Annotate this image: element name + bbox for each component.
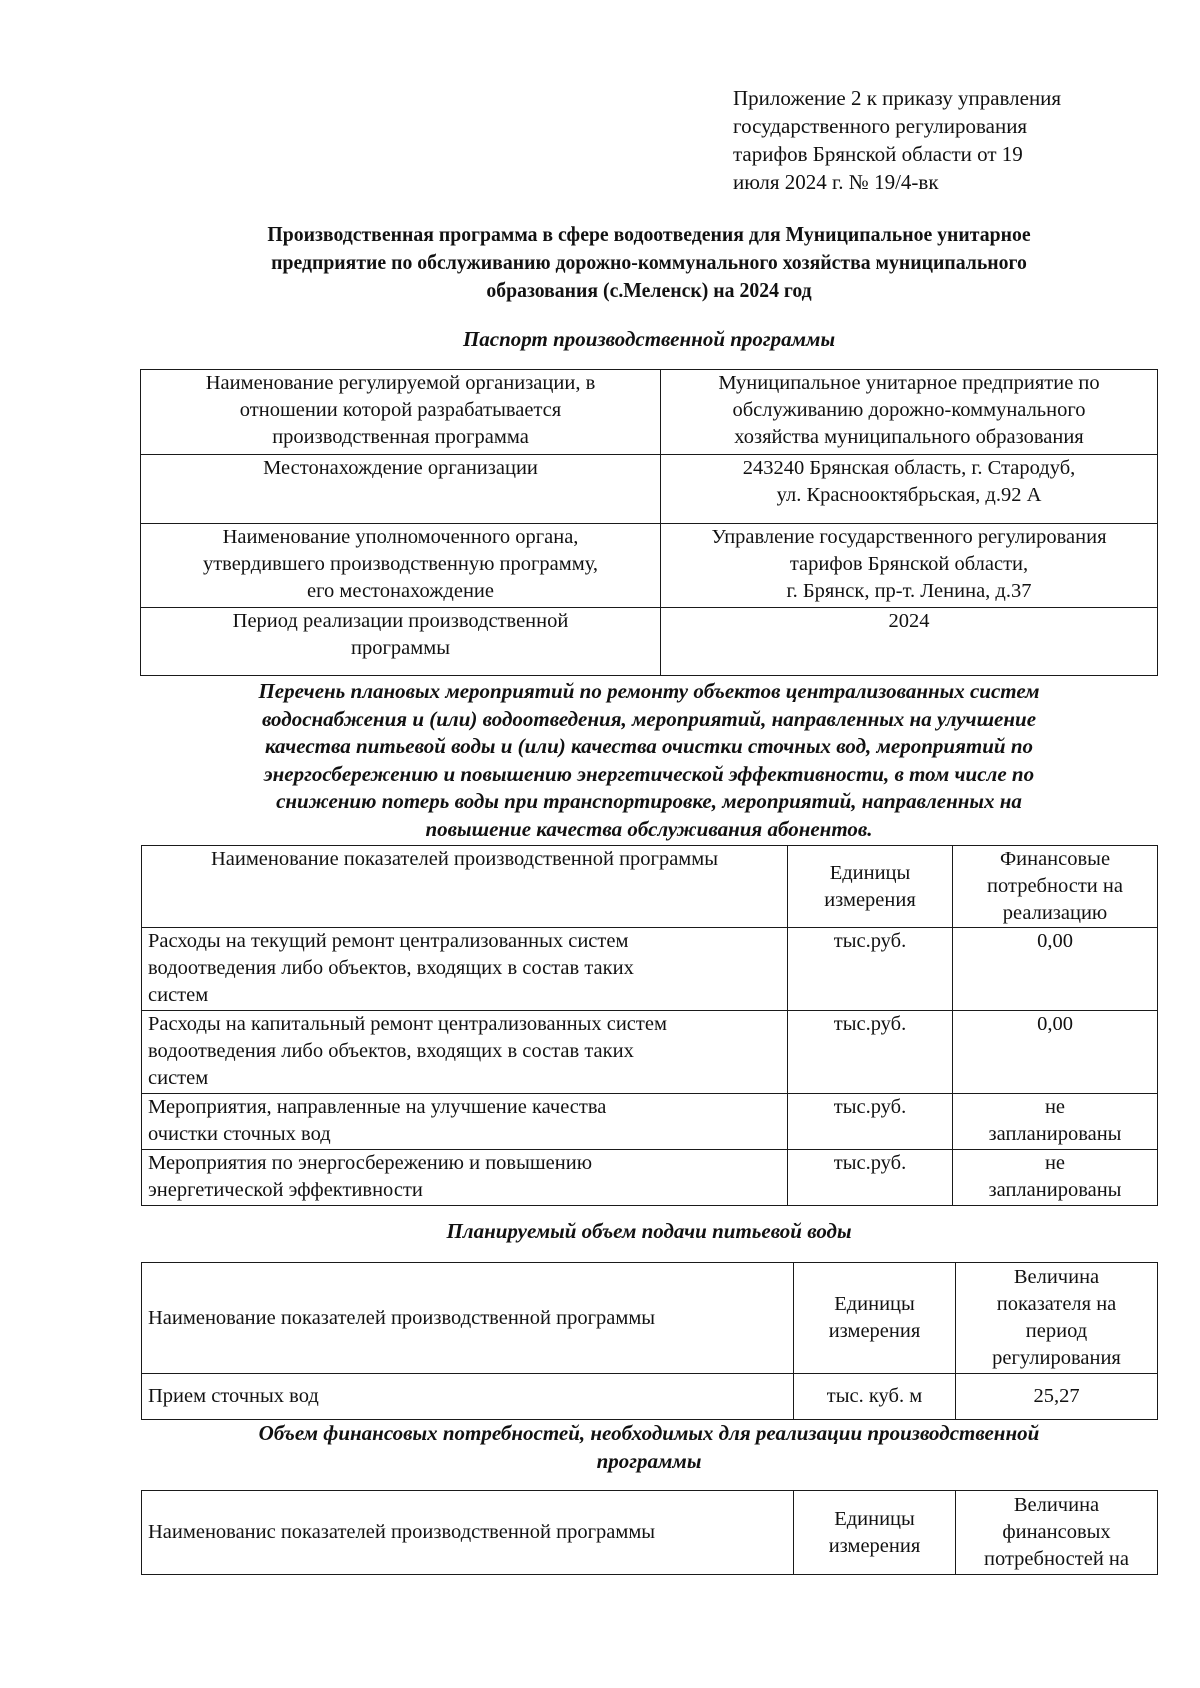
column-header-name: Наименованис показателей производственной программы <box>142 1491 794 1575</box>
column-header-unit: Единицы измерения <box>794 1491 956 1575</box>
passport-label-cell: Местонахождение организации <box>141 455 661 524</box>
table-row <box>141 455 1158 524</box>
unit-cell: тыс.руб. <box>788 928 953 1011</box>
activities-table <box>141 845 1158 1206</box>
passport-label-cell: Наименование уполномоченного органа, утвердившего производственную программу, его местонахождение <box>141 524 661 608</box>
volume-table <box>141 1262 1158 1420</box>
column-header-value: Величина финансовых потребностей на <box>956 1491 1158 1575</box>
unit-cell: тыс.руб. <box>788 1150 953 1206</box>
value-cell: не запланированы <box>953 1150 1158 1206</box>
value-cell: 25,27 <box>956 1374 1158 1420</box>
table-row <box>142 1150 1158 1206</box>
unit-cell: тыс. куб. м <box>794 1374 956 1420</box>
table-row <box>142 1011 1158 1094</box>
title-line: образования (с.Меленск) на 2024 год <box>486 278 812 302</box>
column-header-name: Наименование показателей производственной программы <box>142 846 788 928</box>
table-row <box>141 370 1158 455</box>
passport-value-cell: 243240 Брянская область, г. Стародуб, ул. Краснооктябрьская, д.92 А <box>661 455 1158 524</box>
indicator-name-cell: Мероприятия, направленные на улучшение качества очистки сточных вод <box>142 1094 788 1150</box>
passport-value-cell: 2024 <box>661 608 1158 676</box>
value-cell: 0,00 <box>953 928 1158 1011</box>
value-cell: 0,00 <box>953 1011 1158 1094</box>
passport-value-cell: Управление государственного регулирования тарифов Брянской области, г. Брянск, пр-т. Ленина, д.37 <box>661 524 1158 608</box>
value-cell: не запланированы <box>953 1094 1158 1150</box>
indicator-name-cell: Прием сточных вод <box>142 1374 794 1420</box>
document-title <box>171 220 1128 304</box>
table-header-row <box>142 846 1158 928</box>
finance-heading: Объем финансовых потребностей, необходимых для реализации производственной программы <box>258 1421 1040 1473</box>
column-header-value: Финансовые потребности на реализацию <box>953 846 1158 928</box>
column-header-name: Наименование показателей производственной программы <box>142 1263 794 1374</box>
annex-line: июля 2024 г. № 19/4-вк <box>733 170 939 194</box>
passport-label-cell: Период реализации производственной программы <box>141 608 661 676</box>
annex-line: Приложение 2 к приказу управления <box>733 86 1062 110</box>
table-header-row <box>142 1491 1158 1575</box>
annex-reference <box>733 84 1133 196</box>
table-row <box>142 928 1158 1011</box>
passport-table <box>140 369 1158 676</box>
table-row <box>141 608 1158 676</box>
title-line: предприятие по обслуживанию дорожно-коммунального хозяйства муниципального <box>271 250 1027 274</box>
passport-heading: Паспорт производственной программы <box>462 327 836 351</box>
passport-label-cell: Наименование регулируемой организации, в отношении которой разрабатывается производственная программа <box>141 370 661 455</box>
annex-line: государственного регулирования <box>733 114 1028 138</box>
table-row <box>141 524 1158 608</box>
unit-cell: тыс.руб. <box>788 1011 953 1094</box>
table-row <box>142 1094 1158 1150</box>
indicator-name-cell: Мероприятия по энергосбережению и повышению энергетической эффективности <box>142 1150 788 1206</box>
indicator-name-cell: Расходы на капитальный ремонт централизованных систем водоотведения либо объектов, входящих в состав таких систем <box>142 1011 788 1094</box>
activities-heading: Перечень плановых мероприятий по ремонту объектов централизованных систем водоснабжения и (или) водоотведения, мероприятий, направленных на улучшение качества питьевой воды и (или) качества очистки сточных вод, мероприятий по энергосбережению и повышению энергетической эффективности, в том числе по снижению потерь воды при транспортировке, мероприятий, направленных на повышение качества обслуживания абонентов. <box>258 679 1040 841</box>
unit-cell: тыс.руб. <box>788 1094 953 1150</box>
volume-heading: Планируемый объем подачи питьевой воды <box>446 1219 852 1243</box>
passport-value-cell: Муниципальное унитарное предприятие по обслуживанию дорожно-коммунального хозяйства муниципального образования <box>661 370 1158 455</box>
column-header-value: Величина показателя на период регулирования <box>956 1263 1158 1374</box>
column-header-unit: Единицы измерения <box>788 846 953 928</box>
title-line: Производственная программа в сфере водоотведения для Муниципальное унитарное <box>267 222 1031 246</box>
annex-line: тарифов Брянской области от 19 <box>733 142 1023 166</box>
indicator-name-cell: Расходы на текущий ремонт централизованных систем водоотведения либо объектов, входящих в состав таких систем <box>142 928 788 1011</box>
column-header-unit: Единицы измерения <box>794 1263 956 1374</box>
finance-table <box>141 1490 1158 1575</box>
table-header-row <box>142 1263 1158 1374</box>
table-row <box>142 1374 1158 1420</box>
